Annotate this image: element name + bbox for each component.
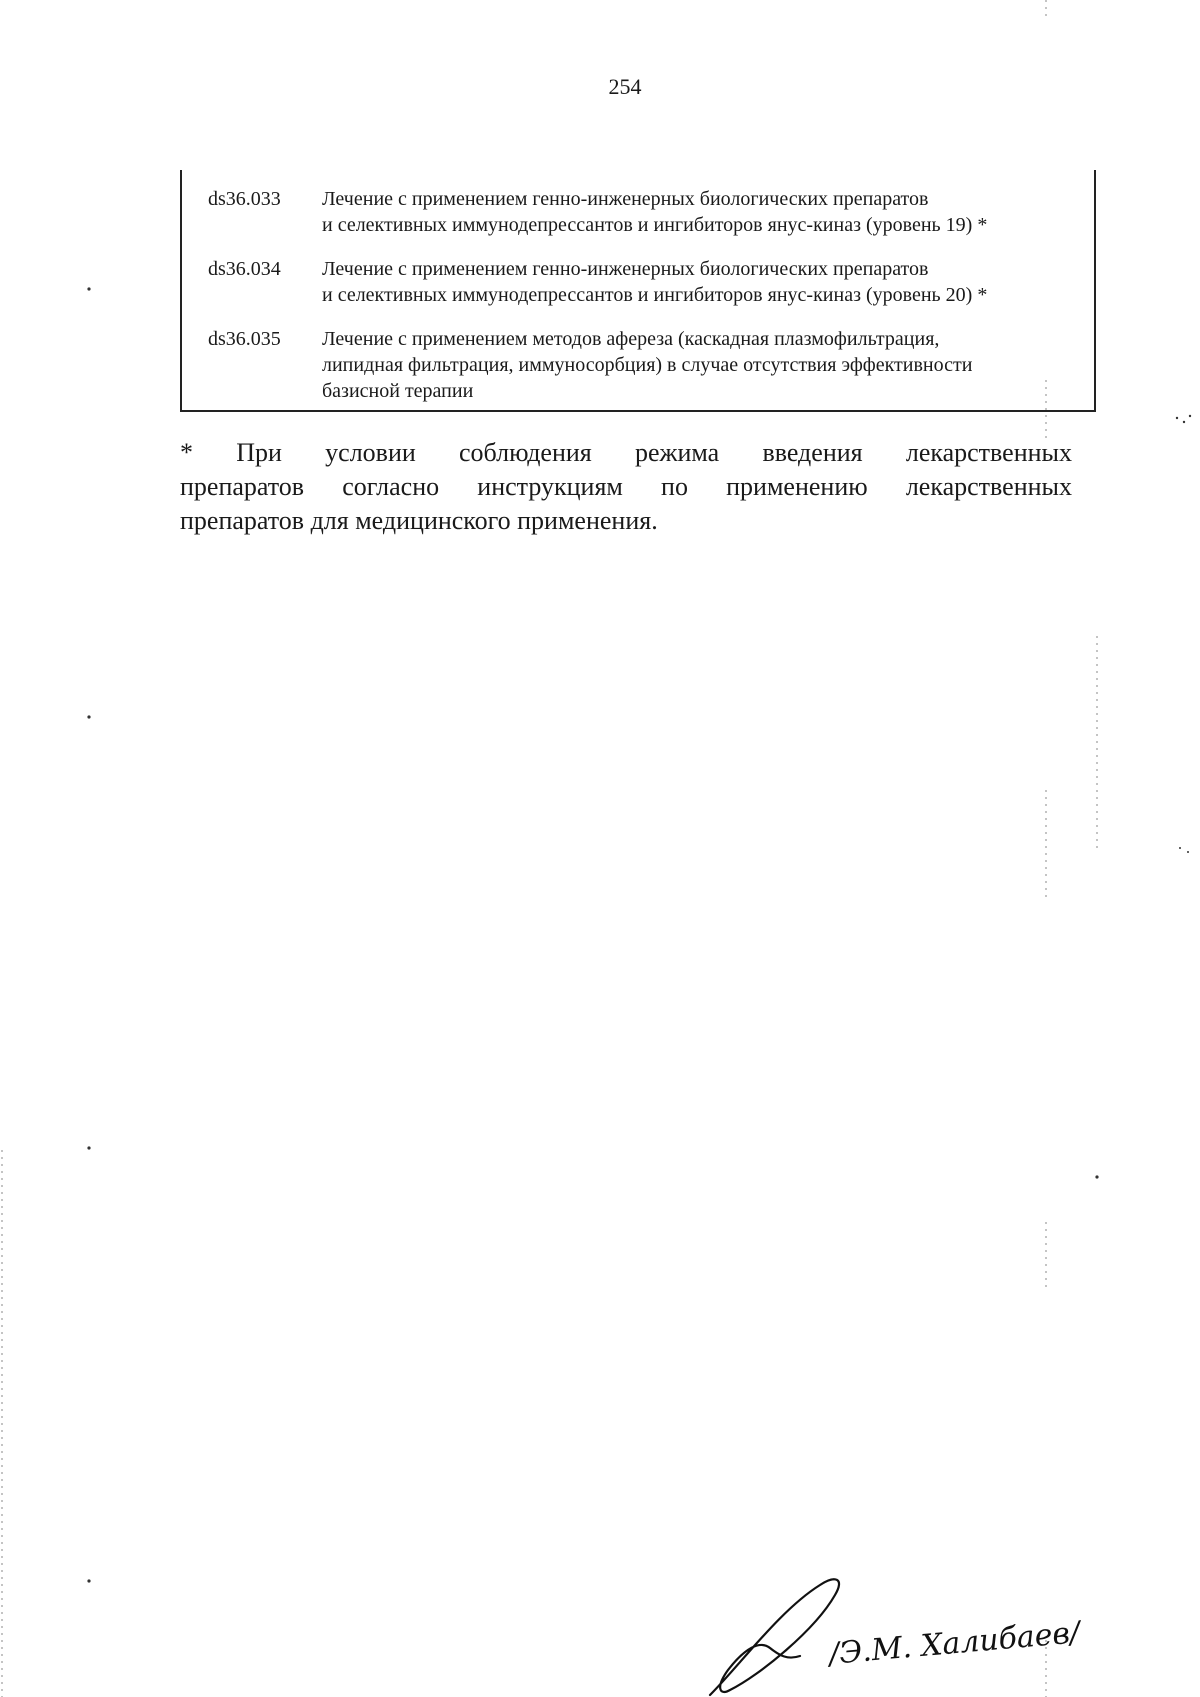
row-description-line: Лечение с применением генно-инженерных биологических препаратов xyxy=(322,188,929,210)
footnote-line: * При условии соблюдения режима введения лекарственных xyxy=(180,438,1072,467)
codes-table xyxy=(180,170,1096,412)
row-description-line: базисной терапии xyxy=(322,380,474,402)
row-description-line: липидная фильтрация, иммуносорбция) в случае отсутствия эффективности xyxy=(322,354,973,376)
row-code: ds36.035 xyxy=(208,328,281,350)
row-description-line: и селективных иммунодепрессантов и ингибиторов янус-киназ (уровень 19) * xyxy=(322,214,988,236)
row-code: ds36.034 xyxy=(208,258,281,280)
footnote-line: препаратов для медицинского применения. xyxy=(180,506,658,535)
signature-name-script: /Э.М. Халибаев/ xyxy=(827,1615,1082,1672)
footnote-line: препаратов согласно инструкциям по применению лекарственных xyxy=(180,472,1072,501)
row-description xyxy=(322,256,1092,308)
row-description-line: Лечение с применением генно-инженерных биологических препаратов xyxy=(322,258,929,280)
signature-loop-stroke xyxy=(710,1579,839,1695)
row-description-line: и селективных иммунодепрессантов и ингибиторов янус-киназ (уровень 20) * xyxy=(322,284,988,306)
row-description-line: Лечение с применением методов афереза (каскадная плазмофильтрация, xyxy=(322,328,940,350)
handwritten-signature xyxy=(700,1570,1180,1697)
footnote xyxy=(180,436,1072,538)
row-code: ds36.033 xyxy=(208,188,281,210)
row-description xyxy=(322,326,1092,404)
page-number: 254 xyxy=(608,74,642,99)
row-description xyxy=(322,186,1092,238)
